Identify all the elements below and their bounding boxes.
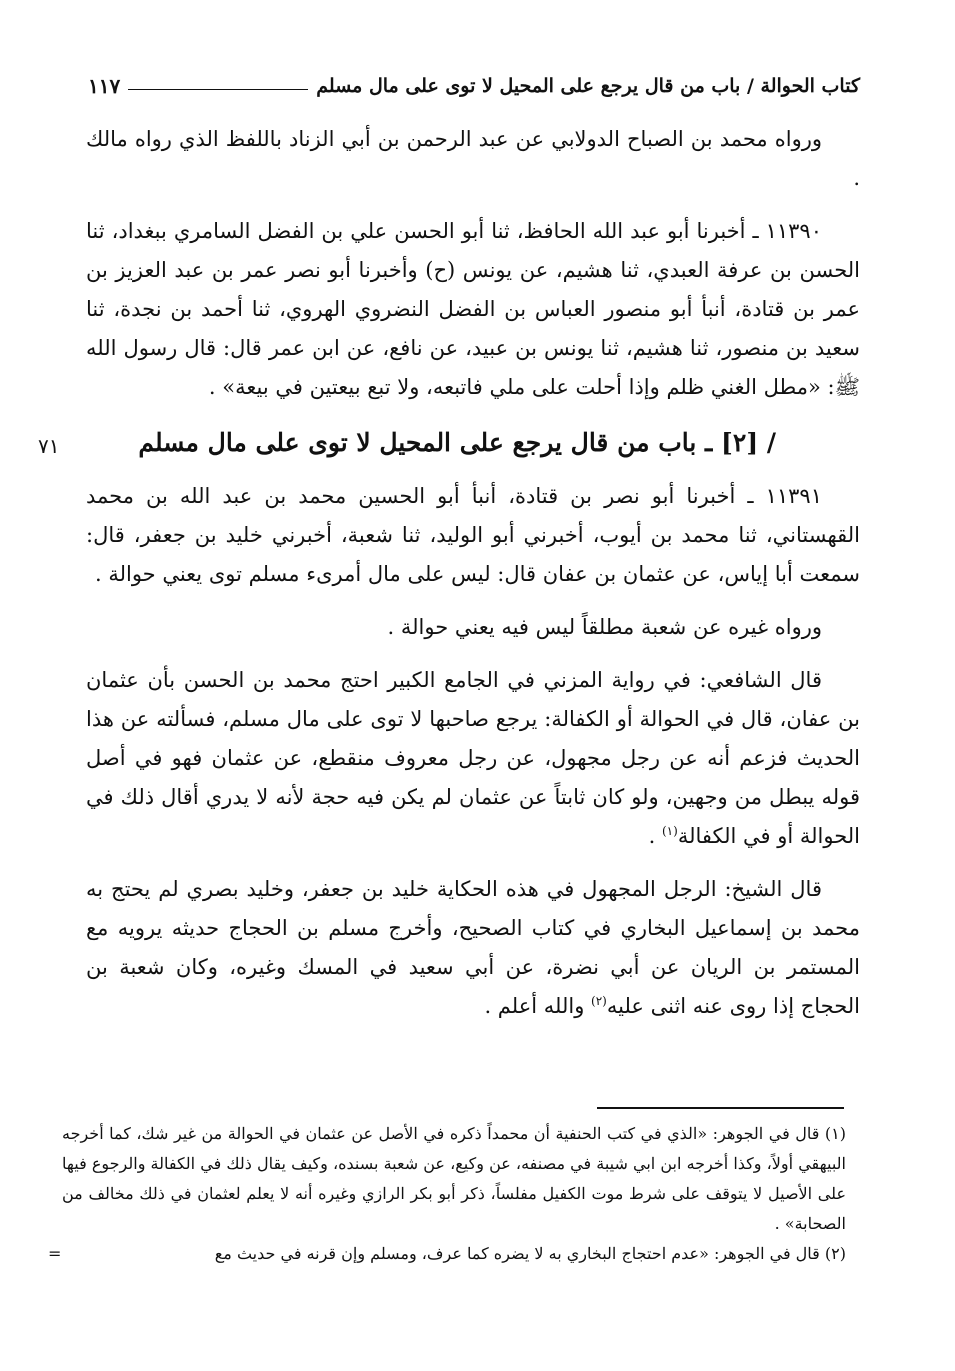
running-header-title: كتاب الحوالة / باب من قال يرجع على المحيل لا توى على مال مسلم [316,75,860,97]
footnote-continue-mark: = [48,1244,62,1263]
paragraph-shaykh-end: والله أعلم . [484,994,592,1018]
margin-page-number: ٧١ [38,434,60,458]
chapter-line [38,419,860,469]
paragraph-shafii [86,661,860,856]
paragraph-shafii-end: . [648,824,662,848]
paragraph-shaykh-text: قال الشيخ: الرجل المجهول في هذه الحكاية خليد بن جعفر، وخليد بصري لم يحتج به محمد بن إسماعيل البخاري في كتاب الصحيح، وأخرج مسلم بن الحجاج حديثه يرويه مع المستمر بن الريان عن أبي نضرة، عن أبي سعيد في المسك وغيره، وكان شعبة بن الحجاج إذا روى عنه اثنى عليه [86,877,860,1018]
page-number: ١١٧ [88,74,121,98]
paragraph-1: ورواه محمد بن الصباح الدولابي عن عبد الرحمن بن أبي الزناد باللفظ الذي رواه مالك . [86,127,860,190]
footnote-2 [48,1239,846,1269]
footnote-ref-2: (٢) [591,994,607,1008]
paragraph-4: ورواه غيره عن شعبة مطلقاً ليس فيه يعني حوالة . [387,615,822,639]
body-text [38,120,860,1026]
header-rule [128,89,308,90]
paragraph-shafii-text: قال الشافعي: في رواية المزني في الجامع الكبير احتج محمد بن الحسن بأن عثمان بن عفان، قال في الحوالة أو الكفالة: يرجع صاحبها لا توى على مال مسلم، فسألته عن هذا الحديث فزعم أنه عن رجل مجهول، عن رجل معروف منقطع، عن عثمان فهو في أصل قوله يبطل من وجهين، ولو كان ثابتاً عن عثمان لم يكن فيه حجة لأنه لا يدري أقال ذلك في الحوالة أو في الكفالة [86,668,860,848]
footnote-separator [597,1107,844,1109]
hadith-11390: ١١٣٩٠ ـ أخبرنا أبو عبد الله الحافظ، ثنا أبو الحسن علي بن الفضل السامري ببغداد، ثنا الحسن بن عرفة العبدي، ثنا هشيم، عن يونس (ح) وأخبرنا أبو نصر عمر بن عبد العزيز بن عمر بن قتادة، أنبأ أبو منصور العباس بن الفضل النضروي الهروي، ثنا أحمد بن نجدة، ثنا سعيد بن منصور، ثنا هشيم، ثنا يونس بن عبيد، عن نافع، عن ابن عمر قال: قال رسول الله ﷺ: «مطل الغني ظلم وإذا أحلت على ملي فاتبعه، ولا تبع بيعتين في بيعة» . [86,219,860,399]
running-header [88,66,860,106]
footnote-1: (١) قال في الجوهر: «الذي في كتب الحنفية أن محمداً ذكره في الأصل عن عثمان في الحوالة من غير شك، كما أخرجه البيهقي أولاً، وكذا أخرجه ابن ابي شيبة في مصنفه، عن وكيع، عن شعبة بسنده، وكيف يقال ذلك في الكفالة والرجوع فيها على الأصيل لا يتوقف على شرط موت الكفيل مفلساً، ذكر أبو بكر الرازي وغيره أنه لا يعلم لعثمان في ذلك مخالف من الصحابة» . [62,1124,846,1233]
chapter-heading: / [٢] ـ باب من قال يرجع على المحيل لا توى على مال مسلم [138,428,776,457]
footnote-ref-1: (١) [661,824,678,838]
paragraph-shaykh [86,870,860,1026]
hadith-11391: ١١٣٩١ ـ أخبرنا أبو نصر بن قتادة، أنبأ أبو الحسين محمد بن عبد الله بن محمد القهستاني، ثنا محمد بن أيوب، أخبرني أبو الوليد، ثنا شعبة، أخبرني خليد بن جعفر، قال: سمعت أبا إياس، عن عثمان بن عفان قال: ليس على مال أمرىء مسلم توى يعني حوالة . [86,484,860,586]
footnote-2-text: (٢) قال في الجوهر: «عدم احتجاج البخاري به لا يضره كما عرف، ومسلم وإن قرنه في حديث مع [214,1244,846,1263]
footnotes [48,1119,846,1269]
